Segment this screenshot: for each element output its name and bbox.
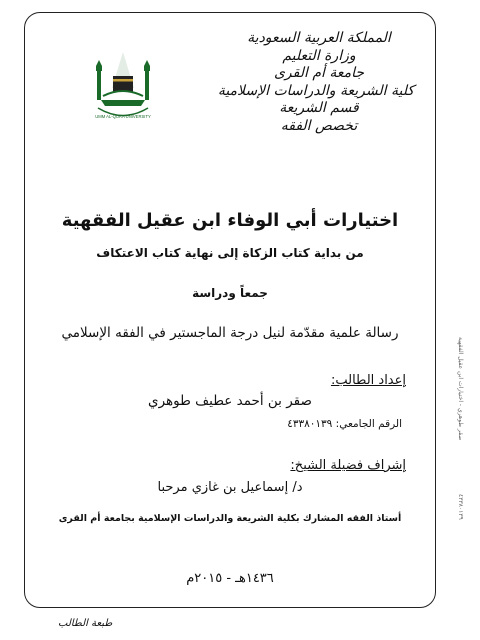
student-name: صقر بن أحمد عطيف طوهري bbox=[148, 393, 312, 409]
publisher-mark: طبعة الطالب bbox=[58, 618, 113, 629]
side-note: صقر طوهري - اختيارات ابن عقيل الفقهية bbox=[457, 336, 464, 440]
kaaba-logo-icon bbox=[92, 50, 154, 124]
thesis-subtitle: من بداية كتاب الزكاة إلى نهاية كتاب الاعتكاف bbox=[96, 246, 364, 260]
header-line: كلية الشريعة والدراسات الإسلامية bbox=[217, 82, 414, 99]
header-line: وزارة التعليم bbox=[282, 47, 356, 64]
supervisor-label: إشراف فضيلة الشيخ: bbox=[290, 458, 406, 473]
thesis-date: ١٤٣٦هـ - ٢٠١٥م bbox=[186, 571, 274, 586]
header-line: جامعة أم القرى bbox=[273, 65, 365, 81]
supervisor-name: د/ إسماعيل بن غازي مرحبا bbox=[157, 480, 303, 495]
university-id: الرقم الجامعي: ٤٣٣٨٠١٣٩ bbox=[287, 418, 402, 430]
ministry-header bbox=[217, 30, 414, 135]
header-line: تخصص الفقه bbox=[280, 117, 358, 134]
thesis-title: اختيارات أبي الوفاء ابن عقيل الفقهية bbox=[61, 210, 399, 231]
thesis-study-type: جمعاً ودراسة bbox=[192, 286, 268, 300]
logo-text: UMM AL-QURA UNIVERSITY bbox=[95, 114, 151, 119]
side-note: ٤٣٣٨٠١٣٩ bbox=[457, 494, 464, 520]
student-label: إعداد الطالب: bbox=[330, 373, 406, 388]
thesis-purpose: رسالة علمية مقدّمة لنيل درجة الماجستير في الفقه الإسلامي bbox=[61, 325, 399, 341]
supervisor-title: أستاذ الفقه المشارك بكلية الشريعة والدراسات الإسلامية بجامعة أم القرى bbox=[58, 513, 402, 524]
header-line: المملكة العربية السعودية bbox=[247, 30, 391, 46]
header-line: قسم الشريعة bbox=[279, 100, 359, 116]
